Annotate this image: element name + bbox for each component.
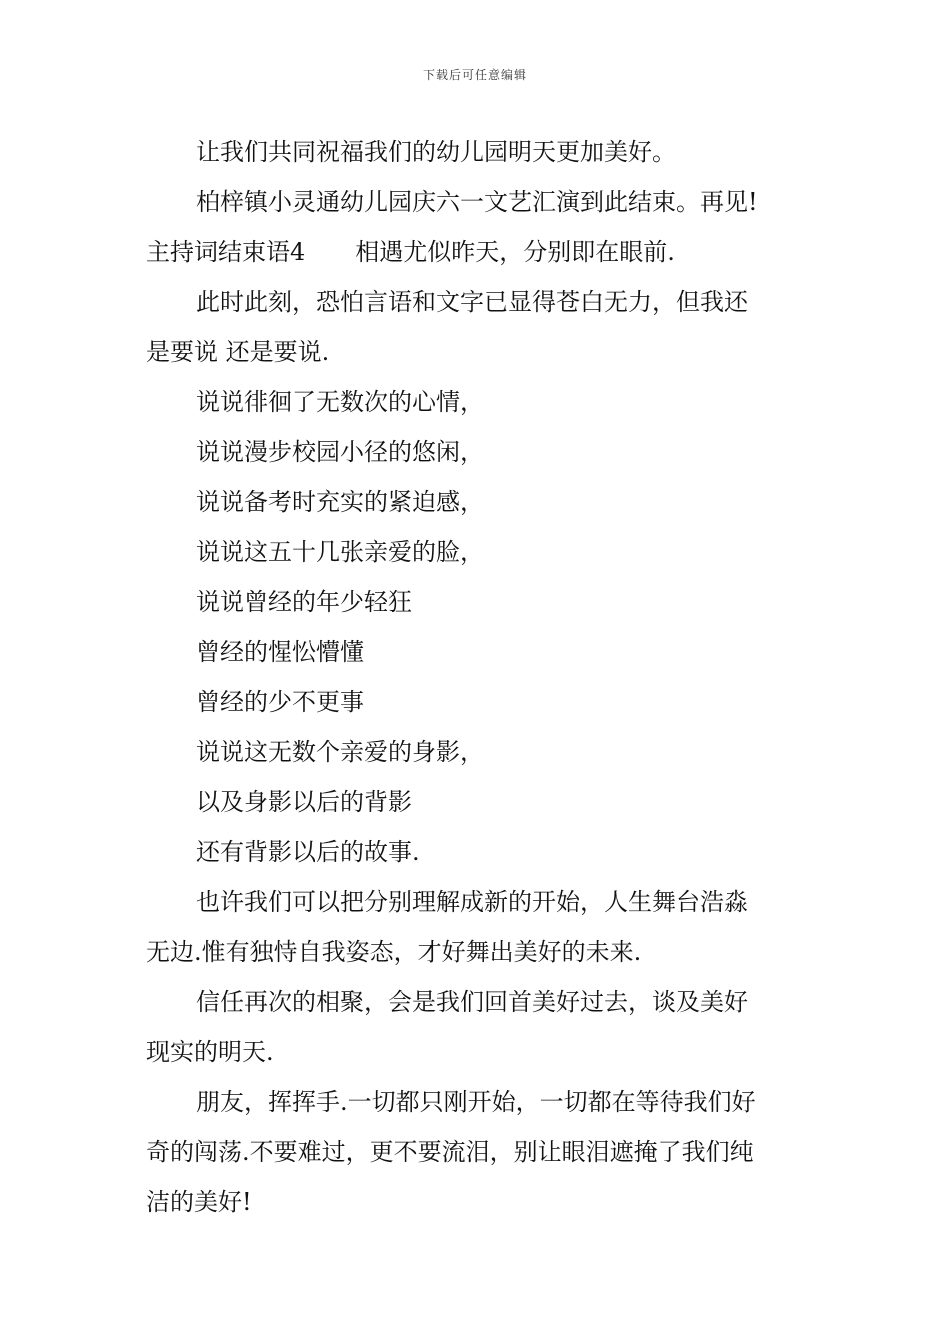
text-line: 洁的美好! <box>146 1188 252 1216</box>
text-line: 说说这无数个亲爱的身影， <box>196 738 484 766</box>
text-line: 说说曾经的年少轻狂 <box>196 588 412 616</box>
text-line: 说说备考时充实的紧迫感， <box>196 488 484 516</box>
text-line: 曾经的少不更事 <box>196 688 364 716</box>
text-line: 说说徘徊了无数次的心情， <box>196 388 484 416</box>
text-line: 现实的明天. <box>146 1038 274 1066</box>
page-header: 下载后可任意编辑 <box>422 68 527 82</box>
text-fragment: 相遇尤似昨天，分别即在眼前. <box>355 238 675 266</box>
text-line: 无边.惟有独恃自我姿态，才好舞出美好的未来. <box>146 938 642 966</box>
document-body <box>146 127 810 1227</box>
text-line: 此时此刻，恐怕言语和文字已显得苍白无力，但我还 <box>196 288 748 316</box>
text-line: 柏梓镇小灵通幼儿园庆六一文艺汇演到此结束。再见! <box>196 188 758 216</box>
text-line: 奇的闯荡.不要难过，更不要流泪，别让眼泪遮掩了我们纯 <box>146 1138 754 1166</box>
text-line: 朋友，挥挥手.一切都只刚开始，一切都在等待我们好 <box>196 1088 756 1116</box>
text-line: 信任再次的相聚，会是我们回首美好过去，谈及美好 <box>196 988 748 1016</box>
text-line: 让我们共同祝福我们的幼儿园明天更加美好。 <box>196 138 676 166</box>
text-line: 还有背影以后的故事. <box>196 838 420 866</box>
text-line: 以及身影以后的背影 <box>196 788 412 816</box>
text-line: 也许我们可以把分别理解成新的开始，人生舞台浩淼 <box>196 888 748 916</box>
text-line: 说说漫步校园小径的悠闲， <box>196 438 484 466</box>
text-line: 曾经的惺忪懵懂 <box>196 638 364 666</box>
section-heading: 主持词结束语4 <box>146 238 306 266</box>
text-line <box>146 227 810 277</box>
text-line: 是要说 还是要说. <box>146 338 330 366</box>
text-line: 说说这五十几张亲爱的脸， <box>196 538 484 566</box>
